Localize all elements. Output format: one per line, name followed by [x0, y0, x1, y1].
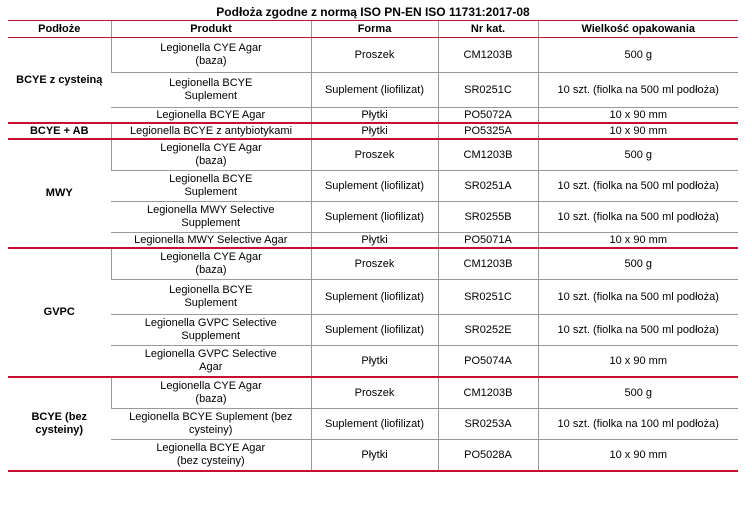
table-row — [8, 73, 738, 108]
catalog-number-cell: CM1203B — [438, 38, 538, 73]
product-cell: Legionella BCYE Suplement — [111, 73, 311, 108]
table-row — [8, 315, 738, 346]
form-cell: Proszek — [311, 38, 438, 73]
form-cell: Płytki — [311, 440, 438, 472]
form-cell: Suplement (liofilizat) — [311, 280, 438, 315]
table-row — [8, 139, 738, 171]
header-produkt: Produkt — [111, 21, 311, 38]
product-cell: Legionella CYE Agar (baza) — [111, 248, 311, 280]
catalog-number-cell: SR0252E — [438, 315, 538, 346]
package-size-cell: 10 x 90 mm — [538, 123, 738, 139]
catalog-number-cell: PO5325A — [438, 123, 538, 139]
catalog-number-cell: SR0251A — [438, 171, 538, 202]
package-size-cell: 500 g — [538, 38, 738, 73]
group-cell: BCYE + AB — [8, 123, 111, 139]
form-cell: Płytki — [311, 123, 438, 139]
table-row — [8, 233, 738, 249]
table-row — [8, 202, 738, 233]
table-body — [8, 38, 738, 472]
catalog-number-cell: SR0253A — [438, 409, 538, 440]
media-table-section — [8, 4, 738, 472]
group-cell: MWY — [8, 139, 111, 248]
table-row — [8, 123, 738, 139]
package-size-cell: 10 szt. (fiolka na 500 ml podłoża) — [538, 171, 738, 202]
header-row — [8, 21, 738, 38]
table-row — [8, 440, 738, 472]
form-cell: Suplement (liofilizat) — [311, 73, 438, 108]
form-cell: Proszek — [311, 377, 438, 409]
product-cell: Legionella CYE Agar (baza) — [111, 139, 311, 171]
catalog-number-cell: PO5028A — [438, 440, 538, 472]
catalog-number-cell: CM1203B — [438, 248, 538, 280]
header-nr-kat: Nr kat. — [438, 21, 538, 38]
table-row — [8, 377, 738, 409]
product-cell: Legionella MWY Selective Supplement — [111, 202, 311, 233]
table-row — [8, 280, 738, 315]
form-cell: Suplement (liofilizat) — [311, 202, 438, 233]
group-cell: BCYE (bez cysteiny) — [8, 377, 111, 471]
product-cell: Legionella BCYE z antybiotykami — [111, 123, 311, 139]
product-cell: Legionella BCYE Agar (bez cysteiny) — [111, 440, 311, 472]
form-cell: Płytki — [311, 233, 438, 249]
table-row — [8, 346, 738, 378]
form-cell: Płytki — [311, 108, 438, 124]
header-podloze: Podłoże — [8, 21, 111, 38]
package-size-cell: 10 szt. (fiolka na 100 ml podłoża) — [538, 409, 738, 440]
catalog-number-cell: CM1203B — [438, 139, 538, 171]
package-size-cell: 500 g — [538, 139, 738, 171]
header-forma: Forma — [311, 21, 438, 38]
table-row — [8, 171, 738, 202]
package-size-cell: 10 szt. (fiolka na 500 ml podłoża) — [538, 73, 738, 108]
table-row — [8, 38, 738, 73]
package-size-cell: 10 x 90 mm — [538, 346, 738, 378]
product-cell: Legionella BCYE Suplement — [111, 280, 311, 315]
package-size-cell: 10 x 90 mm — [538, 440, 738, 472]
catalog-number-cell: CM1203B — [438, 377, 538, 409]
table-row — [8, 248, 738, 280]
catalog-number-cell: PO5071A — [438, 233, 538, 249]
catalog-number-cell: SR0255B — [438, 202, 538, 233]
product-cell: Legionella CYE Agar (baza) — [111, 38, 311, 73]
product-cell: Legionella CYE Agar (baza) — [111, 377, 311, 409]
form-cell: Suplement (liofilizat) — [311, 409, 438, 440]
table-row — [8, 409, 738, 440]
header-wielkosc: Wielkość opakowania — [538, 21, 738, 38]
table-row — [8, 108, 738, 124]
group-cell: GVPC — [8, 248, 111, 377]
catalog-number-cell: SR0251C — [438, 280, 538, 315]
form-cell: Płytki — [311, 346, 438, 378]
package-size-cell: 10 x 90 mm — [538, 108, 738, 124]
product-cell: Legionella BCYE Agar — [111, 108, 311, 124]
form-cell: Proszek — [311, 248, 438, 280]
form-cell: Suplement (liofilizat) — [311, 171, 438, 202]
table-title: Podłoża zgodne z normą ISO PN-EN ISO 11731:2017-08 — [216, 5, 530, 19]
package-size-cell: 500 g — [538, 377, 738, 409]
package-size-cell: 500 g — [538, 248, 738, 280]
package-size-cell: 10 szt. (fiolka na 500 ml podłoża) — [538, 315, 738, 346]
product-cell: Legionella BCYE Suplement — [111, 171, 311, 202]
product-cell: Legionella BCYE Suplement (bez cysteiny) — [111, 409, 311, 440]
form-cell: Suplement (liofilizat) — [311, 315, 438, 346]
catalog-number-cell: PO5074A — [438, 346, 538, 378]
product-cell: Legionella GVPC Selective Supplement — [111, 315, 311, 346]
package-size-cell: 10 x 90 mm — [538, 233, 738, 249]
product-cell: Legionella GVPC Selective Agar — [111, 346, 311, 378]
catalog-number-cell: PO5072A — [438, 108, 538, 124]
media-table — [8, 20, 738, 472]
form-cell: Proszek — [311, 139, 438, 171]
package-size-cell: 10 szt. (fiolka na 500 ml podłoża) — [538, 280, 738, 315]
catalog-number-cell: SR0251C — [438, 73, 538, 108]
package-size-cell: 10 szt. (fiolka na 500 ml podłoża) — [538, 202, 738, 233]
product-cell: Legionella MWY Selective Agar — [111, 233, 311, 249]
group-cell: BCYE z cysteiną — [8, 38, 111, 124]
